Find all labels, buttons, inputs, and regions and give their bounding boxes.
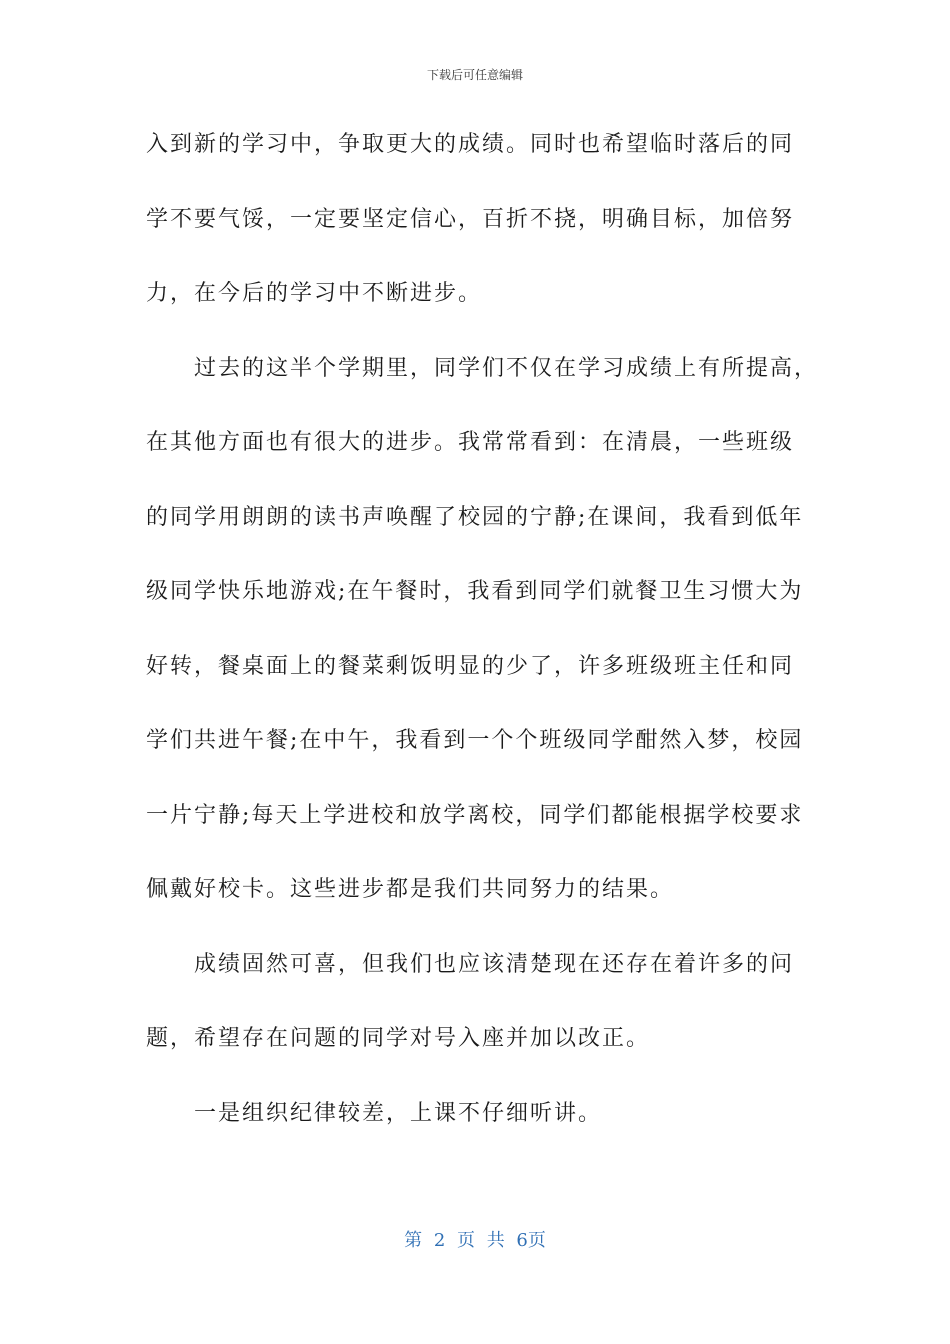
page-header: 下载后可任意编辑 — [426, 68, 523, 82]
paragraph-first-line: 一是组织纪律较差，上课不仔细听讲。 — [194, 1100, 603, 1126]
text-line: 力，在今后的学习中不断进步。 — [146, 281, 483, 306]
text-line: 级同学快乐地游戏;在午餐时，我看到同学们就餐卫生习惯大为 — [146, 579, 804, 604]
paragraph-first-line: 成绩固然可喜，但我们也应该清楚现在还存在着许多的问 — [194, 951, 795, 977]
document-body — [146, 118, 819, 1161]
text-line: 在其他方面也有很大的进步。我常常看到：在清晨，一些班级 — [146, 430, 795, 455]
page-number-footer: 第 2 页 共 6页 — [404, 1230, 546, 1251]
text-line: 一片宁静;每天上学进校和放学离校，同学们都能根据学校要求 — [146, 802, 804, 828]
text-line: 佩戴好校卡。这些进步都是我们共同努力的结果。 — [146, 877, 675, 902]
text-line: 学不要气馁，一定要坚定信心，百折不挠，明确目标，加倍努 — [146, 206, 795, 232]
paragraph-first-line: 过去的这半个学期里，同学们不仅在学习成绩上有所提高， — [194, 355, 819, 381]
text-line: 入到新的学习中，争取更大的成绩。同时也希望临时落后的同 — [146, 132, 795, 157]
text-line: 学们共进午餐;在中午，我看到一个个班级同学酣然入梦，校园 — [146, 728, 804, 753]
text-line: 的同学用朗朗的读书声唤醒了校园的宁静;在课间，我看到低年 — [146, 504, 804, 530]
text-line: 好转，餐桌面上的餐菜剩饭明显的少了，许多班级班主任和同 — [146, 653, 795, 679]
text-line: 题，希望存在问题的同学对号入座并加以改正。 — [146, 1026, 651, 1051]
